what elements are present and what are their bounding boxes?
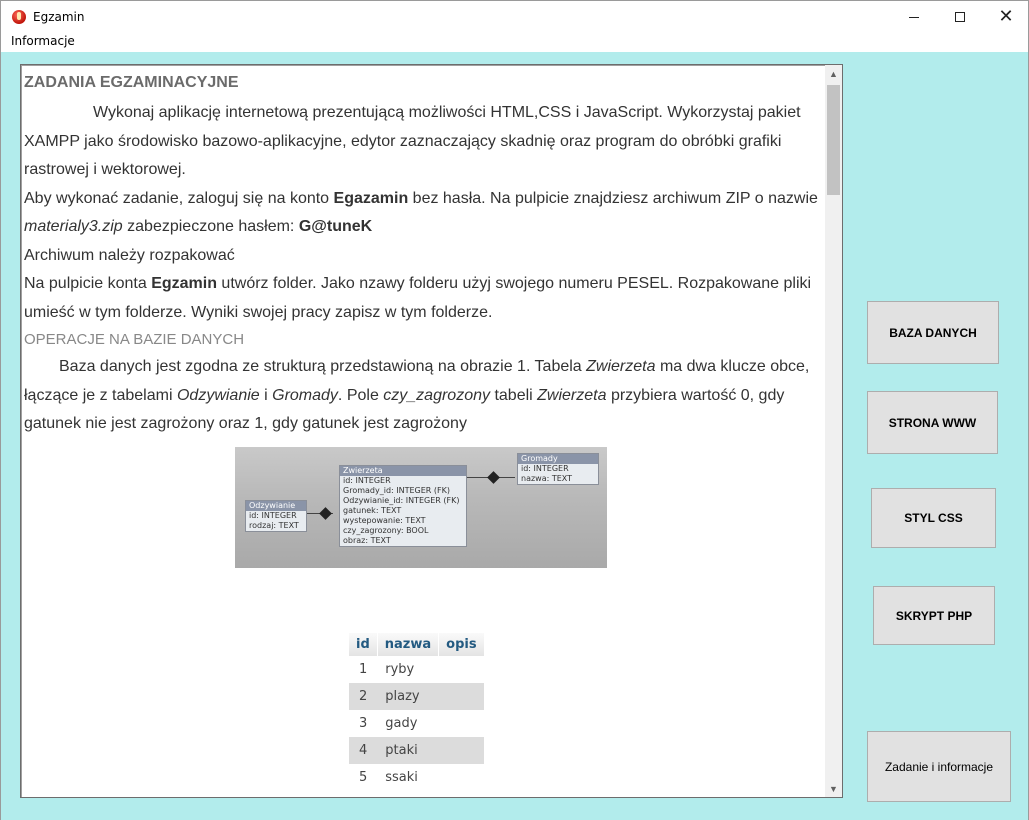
cell-nazwa: ptaki [377, 737, 438, 764]
text: utwórz folder. Jako nzawy folderu użyj swojego numeru PESEL. Rozpakowane pliki umieść w tym folderze. Wyniki swojej pracy zapisz w tym folderze. [24, 275, 812, 321]
strona-www-button[interactable]: STRONA WWW [867, 391, 998, 454]
cell-id: 1 [358, 662, 368, 677]
text: . Pole [337, 386, 384, 404]
close-icon: ✕ [998, 6, 1014, 27]
relation-diamond-icon [319, 507, 332, 520]
database-diagram-image [235, 447, 607, 568]
table-name: Zwierzeta [586, 358, 656, 375]
table-header-row [349, 633, 484, 656]
cell-id: 3 [358, 716, 368, 731]
table-name: Zwierzeta [537, 386, 607, 404]
table-row [349, 737, 484, 764]
table-row [349, 710, 484, 737]
cell-opis [439, 683, 484, 710]
window-title: Egzamin [33, 10, 85, 24]
window-client-area [0, 52, 1029, 820]
page-heading: ZADANIA EGZAMINACYJNE [24, 74, 239, 91]
text: tabeli [490, 386, 538, 404]
column-header-id[interactable]: id [349, 633, 377, 656]
diagram-table-title: Gromady [518, 454, 598, 464]
diagram-field: id: INTEGER [249, 511, 297, 520]
cell-id: 4 [349, 737, 377, 764]
maximize-button[interactable] [937, 1, 983, 33]
diagram-field: obraz: TEXT [343, 536, 391, 545]
table-row [349, 683, 484, 710]
login-paragraph [24, 185, 824, 242]
diagram-table-gromady [517, 453, 599, 485]
diagram-table-title: Zwierzeta [340, 466, 466, 476]
column-header-nazwa[interactable]: nazwa [377, 633, 438, 656]
diagram-field: czy_zagrozony: BOOL [343, 526, 429, 535]
diagram-field: id: INTEGER [343, 476, 391, 485]
diagram-table-title: Odzywianie [246, 501, 306, 511]
diagram-field: nazwa: TEXT [521, 474, 573, 483]
table-name: Odzywianie [176, 386, 260, 404]
styl-css-button[interactable]: STYL CSS [871, 488, 996, 548]
skrypt-php-button[interactable]: SKRYPT PHP [873, 586, 995, 645]
cell-nazwa: plazy [377, 683, 438, 710]
diagram-table-odzywianie [245, 500, 307, 532]
text: Baza danych jest zgodna ze strukturą przedstawioną na obrazie 1. Tabela [59, 358, 587, 375]
scroll-up-icon[interactable]: ▲ [829, 68, 838, 79]
page-content [24, 65, 824, 797]
archive-name: materialy3.zip [24, 218, 123, 235]
scrollbar-thumb[interactable] [827, 85, 840, 195]
text: Aby wykonać zadanie, zaloguj się na konto [24, 189, 334, 207]
scroll-down-icon[interactable]: ▼ [829, 783, 838, 794]
diagram-table-zwierzeta [339, 465, 467, 547]
zadanie-info-button[interactable]: Zadanie i informacje [867, 731, 1011, 802]
web-browser-panel[interactable] [20, 64, 843, 798]
relation-diamond-icon [487, 471, 500, 484]
cell-opis [439, 710, 484, 737]
title-bar [0, 0, 1029, 32]
task-paragraph: Wykonaj aplikację internetową prezentującą możliwości HTML,CSS i JavaScript. Wykorzystaj pakiet XAMPP jako środowisko bazowo-aplikacyjne, edytor zaznaczający skadnię oraz program do obróbki grafiki rastrowej i wektorowej. [24, 104, 801, 178]
menu-item-informacje[interactable]: Informacje [11, 34, 75, 48]
app-logo-icon [12, 10, 26, 24]
table-row [349, 764, 484, 791]
diagram-field: gatunek: TEXT [343, 506, 402, 515]
baza-danych-button[interactable]: BAZA DANYCH [867, 301, 999, 364]
close-button[interactable] [983, 1, 1029, 33]
minimize-button[interactable] [891, 1, 937, 33]
cell-opis [439, 737, 484, 764]
cell-nazwa: ssaki [385, 770, 418, 785]
text: bez hasła. Na pulpicie znajdziesz archiwum ZIP o nazwie [408, 189, 818, 207]
field-name: czy_zagrozony [383, 386, 490, 404]
cell-opis [439, 764, 484, 791]
text: ma dwa klucze obce, łączące je z tabelami [24, 358, 810, 404]
cell-opis [439, 656, 484, 683]
diagram-field: wystepowanie: TEXT [343, 516, 426, 525]
diagram-field: id: INTEGER [521, 464, 569, 473]
minimize-icon [909, 17, 919, 18]
text: i [259, 386, 273, 404]
text: zabezpieczone hasłem: [122, 218, 299, 235]
cell-nazwa: ryby [385, 662, 415, 677]
archive-password: G@tuneK [298, 218, 373, 235]
diagram-field: rodzaj: TEXT [249, 521, 299, 530]
diagram-field: Odzywianie_id: INTEGER (FK) [343, 496, 460, 505]
table-row [349, 656, 484, 683]
diagram-field: Gromady_id: INTEGER (FK) [343, 486, 450, 495]
database-paragraph [24, 353, 824, 439]
account-name: Egazamin [333, 189, 409, 207]
section-heading: OPERACJE NA BAZIE DANYCH [24, 331, 245, 348]
cell-id: 2 [349, 683, 377, 710]
gromady-data-table [349, 633, 485, 791]
table-name: Gromady [272, 386, 338, 404]
vertical-scrollbar[interactable] [825, 65, 842, 797]
cell-nazwa: gady [385, 716, 418, 731]
cell-id: 5 [358, 770, 368, 785]
maximize-icon [955, 12, 965, 22]
text: Na pulpicie konta [24, 275, 152, 292]
menu-bar [0, 32, 1029, 52]
unpack-paragraph: Archiwum należy rozpakować [24, 246, 235, 264]
folder-paragraph [24, 270, 824, 327]
text: przybiera wartość 0, gdy gatunek nie jest zagrożony oraz 1, gdy gatunek jest zagrożony [24, 386, 785, 432]
account-name: Egzamin [151, 275, 217, 292]
column-header-opis[interactable]: opis [439, 633, 484, 656]
